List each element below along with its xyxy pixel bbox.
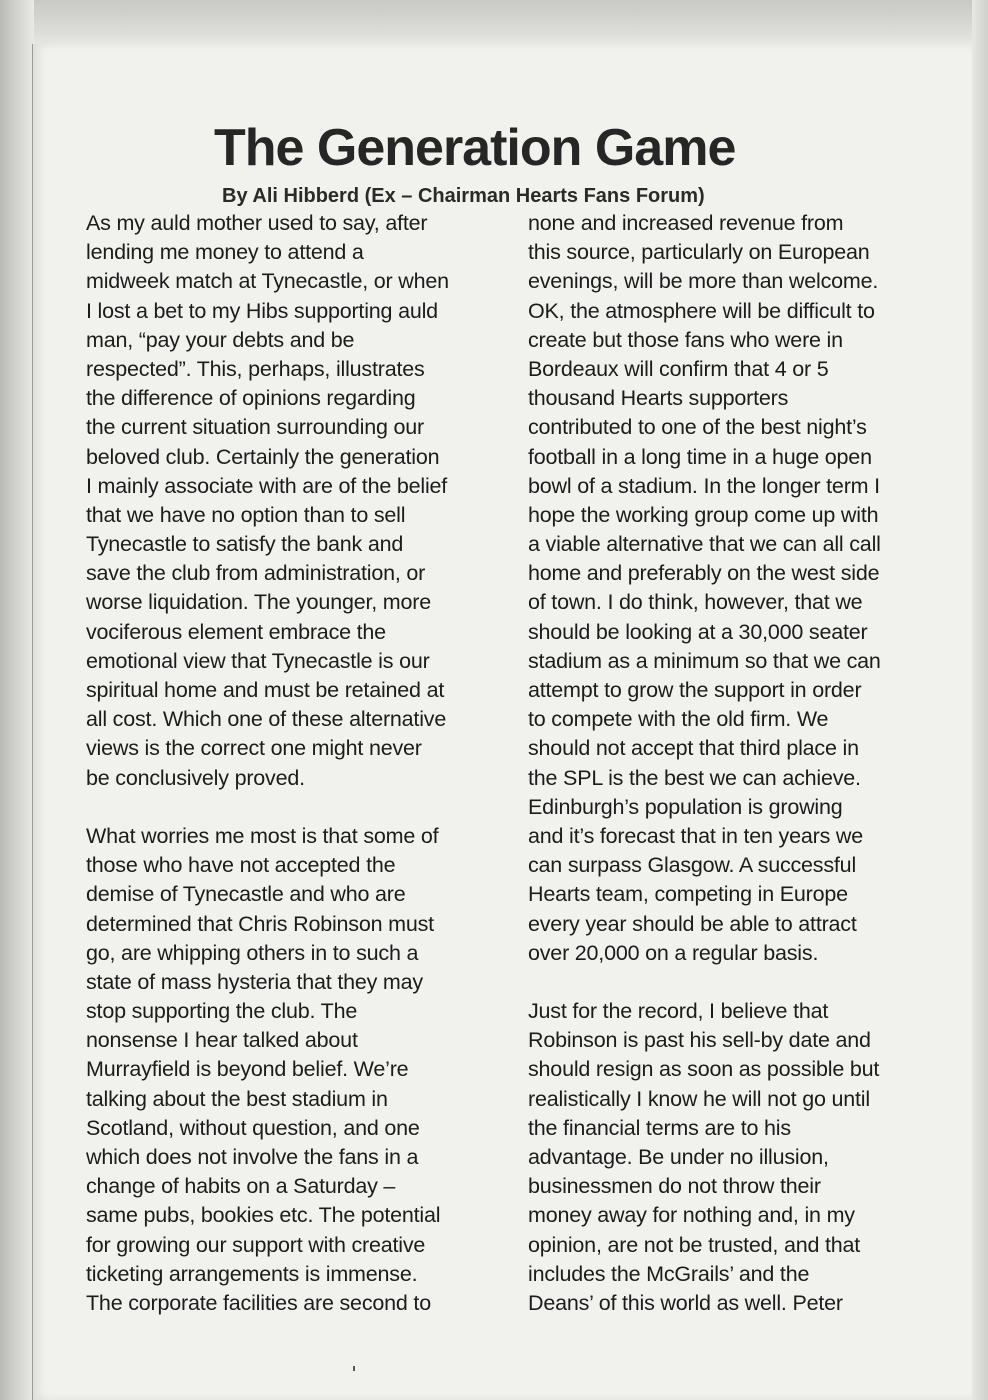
text-line: lending me money to attend a [86, 240, 364, 265]
text-line: state of mass hysteria that they may [86, 969, 423, 994]
text-line: should resign as soon as possible but [528, 1057, 880, 1082]
text-line: views is the correct one might never [86, 736, 422, 761]
text-line: every year should be able to attract [528, 911, 857, 936]
text-line: Robinson is past his sell-by date and [528, 1028, 871, 1053]
scan-top-margin [0, 0, 988, 46]
text-line: ticketing arrangements is immense. [86, 1261, 418, 1286]
text-line: Scotland, without question, and one [86, 1115, 420, 1140]
text-line: vociferous element embrace the [86, 619, 386, 644]
text-line: bowl of a stadium. In the longer term I [528, 473, 880, 498]
text-line: go, are whipping others in to such a [86, 940, 419, 965]
article-title: The Generation Game [214, 119, 736, 177]
text-line: for growing our support with creative [86, 1232, 426, 1257]
text-line: hope the working group come up with [528, 502, 879, 527]
text-line: the SPL is the best we can achieve. [528, 765, 861, 790]
text-line: the financial terms are to his [528, 1115, 791, 1140]
text-line: be conclusively proved. [86, 765, 305, 790]
text-line: change of habits on a Saturday – [86, 1174, 396, 1199]
text-line: determined that Chris Robinson must [86, 911, 434, 936]
text-line: a viable alternative that we can all call [528, 532, 881, 557]
text-line: OK, the atmosphere will be difficult to [528, 298, 875, 323]
text-line: the difference of opinions regarding [86, 386, 416, 411]
text-line: to compete with the old firm. We [528, 707, 829, 732]
text-line: Hearts team, competing in Europe [528, 882, 848, 907]
text-line: and it’s forecast that in ten years we [528, 823, 863, 848]
pencil-mark [353, 1366, 355, 1371]
text-line: none and increased revenue from [528, 211, 844, 235]
text-line: I mainly associate with are of the belief [86, 473, 448, 498]
text-line: The corporate facilities are second to [86, 1290, 431, 1315]
text-line: I lost a bet to my Hibs supporting auld [86, 298, 438, 323]
text-line: home and preferably on the west side [528, 561, 880, 586]
text-line: can surpass Glasgow. A successful [528, 853, 857, 878]
text-line: attempt to grow the support in order [528, 678, 862, 702]
text-line: beloved club. Certainly the generation [86, 444, 440, 469]
text-line: spiritual home and must be retained at [86, 678, 445, 702]
text-line: realistically I know he will not go until [528, 1086, 870, 1111]
text-line: stop supporting the club. The [86, 999, 358, 1024]
text-line: man, “pay your debts and be [86, 327, 355, 352]
text-line: same pubs, bookies etc. The potential [86, 1203, 441, 1228]
text-line: Deans’ of this world as well. Peter [528, 1290, 843, 1315]
article-byline: By Ali Hibberd (Ex – Chairman Hearts Fans Forum) [222, 185, 705, 207]
text-line: the current situation surrounding our [86, 415, 424, 440]
text-line: evenings, will be more than welcome. [528, 269, 879, 294]
text-line: those who have not accepted the [86, 853, 396, 878]
facing-page-edge [0, 0, 34, 1400]
text-line: includes the McGrails’ and the [528, 1261, 810, 1286]
text-line: money away for nothing and, in my [528, 1203, 855, 1228]
text-line: Tynecastle to satisfy the bank and [86, 532, 404, 557]
text-line: contributed to one of the best night’s [528, 415, 867, 440]
text-line: save the club from administration, or [86, 561, 426, 586]
text-line: businessmen do not throw their [528, 1174, 821, 1199]
text-line: opinion, are not be trusted, and that [528, 1232, 861, 1257]
text-line: Edinburgh’s population is growing [528, 794, 843, 819]
paragraph-break [528, 968, 948, 997]
text-line: Just for the record, I believe that [528, 999, 829, 1024]
text-line: nonsense I hear talked about [86, 1028, 358, 1053]
text-line: advantage. Be under no illusion, [528, 1145, 829, 1169]
article-column-left [86, 209, 516, 1318]
text-line: stadium as a minimum so that we can [528, 648, 881, 673]
text-line: over 20,000 on a regular basis. [528, 940, 819, 965]
text-line: What worries me most is that some of [86, 823, 439, 848]
text-line: As my auld mother used to say, after [86, 211, 428, 235]
text-line: all cost. Which one of these alternative [86, 707, 447, 732]
text-line: should be looking at a 30,000 seater [528, 619, 868, 644]
text-line: Bordeaux will confirm that 4 or 5 [528, 356, 829, 381]
scan-right-margin [972, 0, 988, 1400]
text-line: football in a long time in a huge open [528, 444, 872, 469]
text-line: respected”. This, perhaps, illustrates [86, 356, 425, 381]
text-line: that we have no option than to sell [86, 502, 406, 527]
article-column-right [528, 209, 948, 1318]
paragraph-break [86, 793, 516, 822]
text-line: thousand Hearts supporters [528, 386, 789, 411]
text-line: worse liquidation. The younger, more [86, 590, 431, 615]
text-line: midweek match at Tynecastle, or when [86, 269, 449, 294]
text-line: this source, particularly on European [528, 240, 870, 265]
text-line: emotional view that Tynecastle is our [86, 648, 430, 673]
text-line: should not accept that third place in [528, 736, 859, 761]
text-line: demise of Tynecastle and who are [86, 882, 406, 907]
text-line: which does not involve the fans in a [86, 1145, 419, 1169]
text-line: talking about the best stadium in [86, 1086, 388, 1111]
text-line: of town. I do think, however, that we [528, 590, 863, 615]
text-line: Murrayfield is beyond belief. We’re [86, 1057, 409, 1082]
text-line: create but those fans who were in [528, 327, 843, 352]
